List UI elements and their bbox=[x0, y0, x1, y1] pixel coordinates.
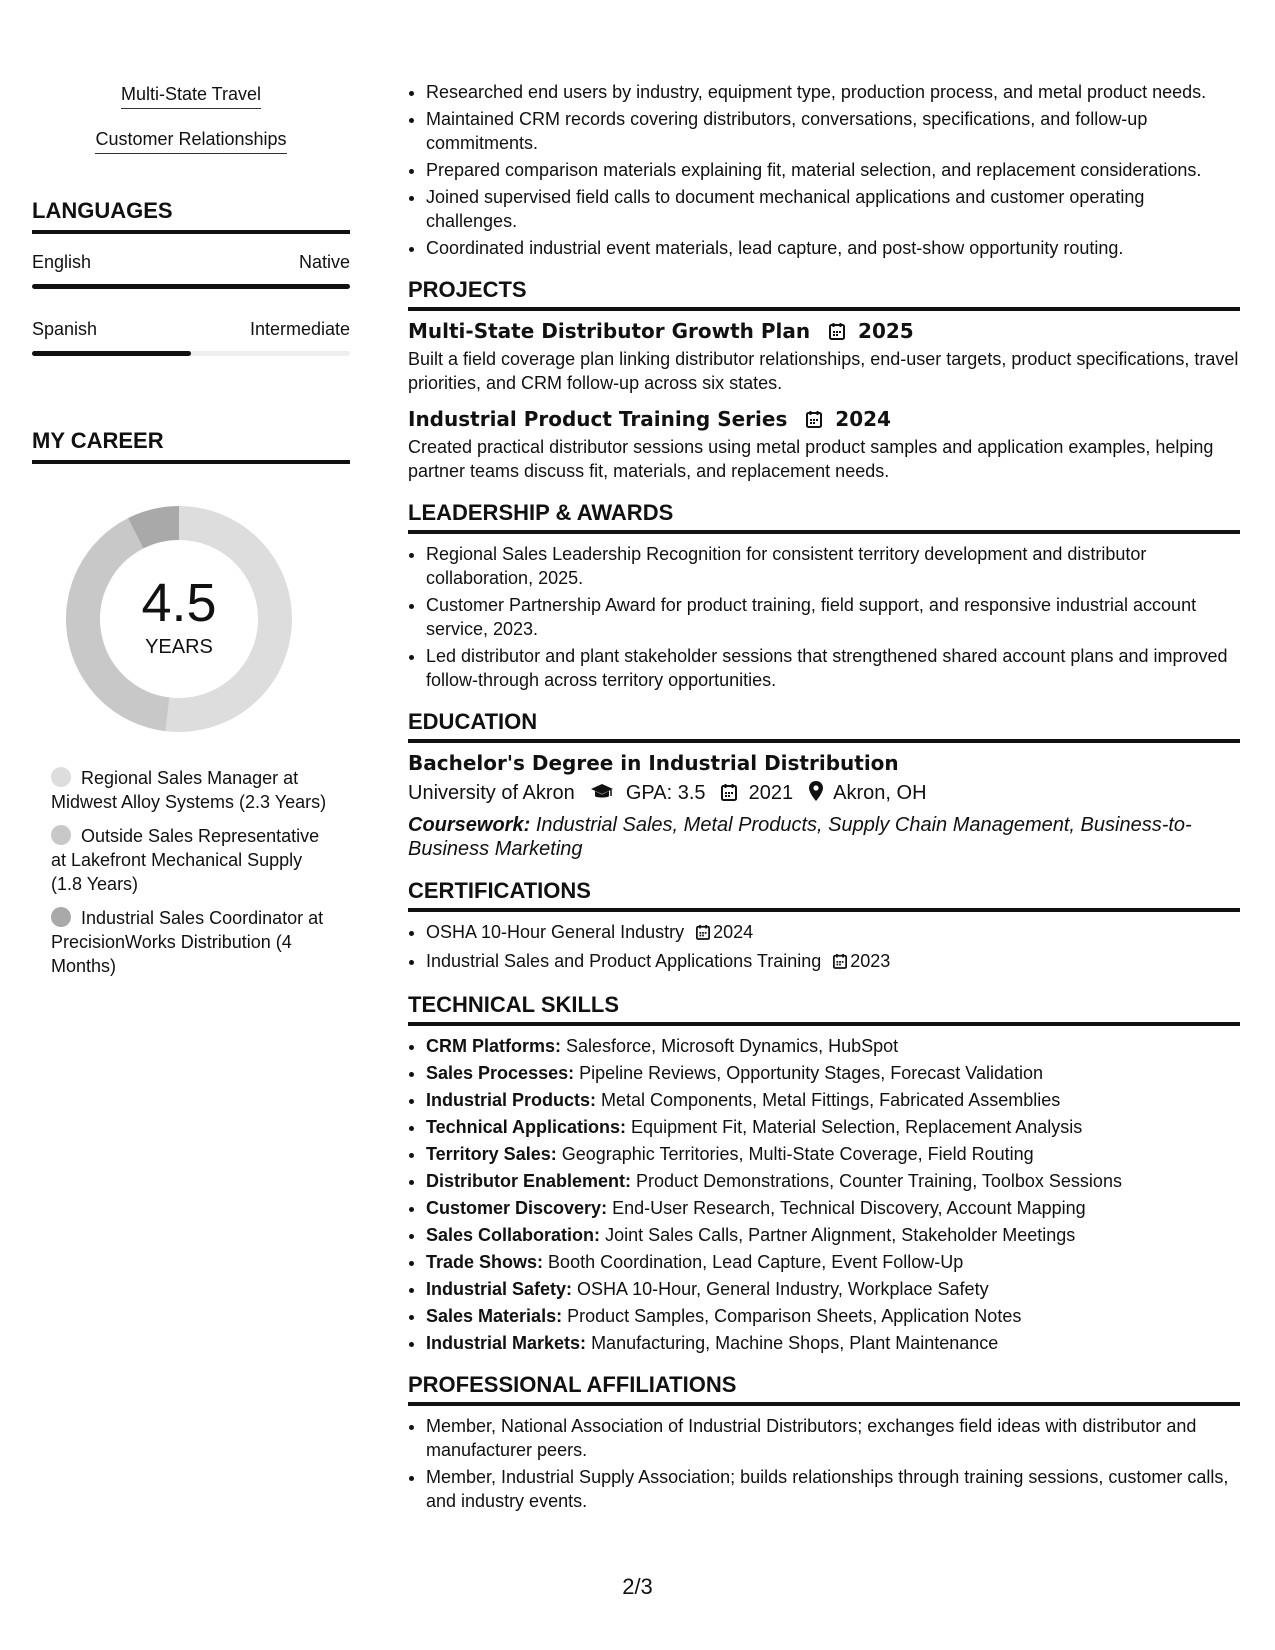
skill-label: Sales Processes: bbox=[426, 1063, 575, 1083]
legend-dot bbox=[51, 907, 71, 927]
education-heading: EDUCATION bbox=[408, 710, 1240, 743]
legend-label: Regional Sales Manager at Midwest Alloy Systems (2.3 Years) bbox=[51, 768, 327, 812]
skill-value: Metal Components, Metal Fittings, Fabricated Assemblies bbox=[601, 1090, 1061, 1110]
legend-label: Outside Sales Representative at Lakefront Mechanical Supply (1.8 Years) bbox=[51, 826, 320, 894]
skill-item bbox=[426, 1196, 1240, 1220]
skill-label: Customer Discovery: bbox=[426, 1198, 608, 1218]
skill-value: Manufacturing, Machine Shops, Plant Maintenance bbox=[591, 1333, 999, 1353]
skill-value: Product Demonstrations, Counter Training, Toolbox Sessions bbox=[636, 1171, 1122, 1191]
skill-item bbox=[426, 1304, 1240, 1328]
gpa: GPA: 3.5 bbox=[625, 782, 706, 804]
map-pin-icon bbox=[809, 781, 823, 807]
skill-item bbox=[426, 1250, 1240, 1274]
project-description: Built a field coverage plan linking distributor relationships, end-user targets, product specifications, travel priorities, and CRM follow-up across six states. bbox=[408, 349, 1239, 393]
project-year: 2025 bbox=[858, 319, 914, 343]
skill-value: Geographic Territories, Multi-State Coverage, Field Routing bbox=[561, 1144, 1034, 1164]
list-item: • Member, National Association of Industrial Distributors; exchanges field ideas with distributor and manufacturer peers. bbox=[426, 1414, 1240, 1462]
main-content bbox=[408, 80, 1240, 1516]
language-level: Native bbox=[298, 252, 350, 272]
skill-item bbox=[426, 1277, 1240, 1301]
project-name: Industrial Product Training Series bbox=[408, 407, 788, 431]
calendar-icon bbox=[721, 783, 737, 807]
skill-label: Sales Collaboration: bbox=[426, 1225, 601, 1245]
projects-heading: PROJECTS bbox=[408, 278, 1240, 311]
skill-value: Equipment Fit, Material Selection, Replacement Analysis bbox=[631, 1117, 1083, 1137]
career-legend-item bbox=[51, 824, 331, 896]
skill-item bbox=[426, 1169, 1240, 1193]
skill-item bbox=[426, 1223, 1240, 1247]
project-name: Multi-State Distributor Growth Plan bbox=[408, 319, 811, 343]
calendar-icon bbox=[833, 951, 847, 975]
calendar-icon bbox=[696, 922, 710, 946]
skill-label: Technical Applications: bbox=[426, 1117, 627, 1137]
skill-item bbox=[426, 1331, 1240, 1355]
calendar-icon bbox=[806, 409, 822, 433]
affiliations-list bbox=[408, 1414, 1240, 1513]
leadership-list bbox=[408, 542, 1240, 692]
career-total-unit: YEARS bbox=[145, 635, 213, 658]
language-item bbox=[32, 252, 350, 289]
language-name: Spanish bbox=[32, 319, 98, 339]
legend-label: Industrial Sales Coordinator at PrecisionWorks Distribution (4 Months) bbox=[51, 908, 324, 976]
cert-name: OSHA 10-Hour General Industry bbox=[426, 922, 685, 942]
graduation-cap-icon bbox=[590, 783, 614, 807]
page-number: 2/3 bbox=[622, 1574, 653, 1599]
language-level: Intermediate bbox=[249, 319, 350, 339]
list-item: • Maintained CRM records covering distributors, conversations, specifications, and follow-up commitments. bbox=[426, 107, 1240, 155]
skill-label: Territory Sales: bbox=[426, 1144, 557, 1164]
skill-item bbox=[426, 1115, 1240, 1139]
degree-title: Bachelor's Degree in Industrial Distribution bbox=[408, 751, 899, 775]
education-location: Akron, OH bbox=[833, 782, 927, 804]
list-item: • Regional Sales Leadership Recognition for consistent territory development and distributor collaboration, 2025. bbox=[426, 542, 1240, 590]
skill-label: CRM Platforms: bbox=[426, 1036, 562, 1056]
language-item bbox=[32, 319, 350, 356]
skill-item bbox=[426, 1034, 1240, 1058]
skill-value: Salesforce, Microsoft Dynamics, HubSpot bbox=[566, 1036, 899, 1056]
tag: Customer Relationships bbox=[95, 129, 286, 154]
project-year: 2024 bbox=[835, 407, 891, 431]
language-bar bbox=[32, 351, 350, 356]
skill-label: Trade Shows: bbox=[426, 1252, 544, 1272]
list-item: • Researched end users by industry, equipment type, production process, and metal product needs. bbox=[426, 80, 1240, 104]
affiliations-heading: PROFESSIONAL AFFILIATIONS bbox=[408, 1373, 1240, 1406]
coursework-label: Coursework: bbox=[408, 814, 531, 836]
coursework bbox=[408, 813, 1240, 861]
certifications-list bbox=[408, 920, 1240, 975]
career-legend-item bbox=[51, 906, 331, 978]
list-item: • Customer Partnership Award for product training, field support, and responsive industrial account service, 2023. bbox=[426, 593, 1240, 641]
experience-bullets bbox=[408, 80, 1240, 260]
skill-label: Industrial Products: bbox=[426, 1090, 597, 1110]
language-bar bbox=[32, 284, 350, 289]
list-item: • Joined supervised field calls to document mechanical applications and customer operating challenges. bbox=[426, 185, 1240, 233]
language-name: English bbox=[32, 252, 92, 272]
skill-value: OSHA 10-Hour, General Industry, Workplace Safety bbox=[577, 1279, 989, 1299]
skill-item bbox=[426, 1061, 1240, 1085]
skill-value: Product Samples, Comparison Sheets, Application Notes bbox=[567, 1306, 1022, 1326]
tag: Multi-State Travel bbox=[121, 84, 261, 109]
list-item bbox=[426, 949, 1240, 975]
certifications-heading: CERTIFICATIONS bbox=[408, 879, 1240, 912]
skill-item bbox=[426, 1142, 1240, 1166]
cert-name: Industrial Sales and Product Applications Training bbox=[426, 951, 822, 971]
list-item: • Led distributor and plant stakeholder sessions that strengthened shared account plans and improved follow-through across territory opportunities. bbox=[426, 644, 1240, 692]
skills-list bbox=[408, 1034, 1240, 1355]
coursework-text: Industrial Sales, Metal Products, Supply Chain Management, Business-to-Business Marketing bbox=[408, 814, 1192, 860]
calendar-icon bbox=[829, 321, 845, 345]
skill-value: Pipeline Reviews, Opportunity Stages, Forecast Validation bbox=[579, 1063, 1044, 1083]
project-item bbox=[408, 407, 1240, 483]
project-description: Created practical distributor sessions using metal product samples and application examples, helping partner teams discuss fit, materials, and replacement needs. bbox=[408, 437, 1214, 481]
career-legend bbox=[32, 766, 350, 978]
legend-dot bbox=[51, 825, 71, 845]
cert-year: 2023 bbox=[850, 951, 891, 971]
skill-item bbox=[426, 1088, 1240, 1112]
list-item: • Prepared comparison materials explaining fit, material selection, and replacement considerations. bbox=[426, 158, 1240, 182]
list-item: • Coordinated industrial event materials, lead capture, and post-show opportunity routing. bbox=[426, 236, 1240, 260]
skill-value: Booth Coordination, Lead Capture, Event Follow-Up bbox=[548, 1252, 964, 1272]
career-heading: MY CAREER bbox=[32, 428, 350, 464]
language-bar-fill bbox=[32, 351, 191, 356]
list-item bbox=[426, 920, 1240, 946]
languages-heading: LANGUAGES bbox=[32, 198, 350, 234]
graduation-year: 2021 bbox=[748, 782, 794, 804]
leadership-heading: LEADERSHIP & AWARDS bbox=[408, 501, 1240, 534]
skill-label: Sales Materials: bbox=[426, 1306, 563, 1326]
tag-list bbox=[32, 84, 350, 174]
skills-heading: TECHNICAL SKILLS bbox=[408, 993, 1240, 1026]
education-details bbox=[408, 781, 1240, 807]
school-name: University of Akron bbox=[408, 782, 575, 804]
list-item: • Member, Industrial Supply Association; builds relationships through training sessions, customer calls, and industry events. bbox=[426, 1465, 1240, 1513]
career-donut bbox=[66, 506, 292, 732]
skill-label: Distributor Enablement: bbox=[426, 1171, 632, 1191]
career-total-value: 4.5 bbox=[141, 572, 217, 633]
project-item bbox=[408, 319, 1240, 395]
career-legend-item bbox=[51, 766, 331, 814]
skill-label: Industrial Markets: bbox=[426, 1333, 587, 1353]
language-bar-fill bbox=[32, 284, 350, 289]
skill-value: Joint Sales Calls, Partner Alignment, Stakeholder Meetings bbox=[605, 1225, 1076, 1245]
skill-label: Industrial Safety: bbox=[426, 1279, 573, 1299]
skill-value: End-User Research, Technical Discovery, Account Mapping bbox=[612, 1198, 1086, 1218]
legend-dot bbox=[51, 767, 71, 787]
cert-year: 2024 bbox=[713, 922, 754, 942]
sidebar bbox=[32, 84, 350, 988]
